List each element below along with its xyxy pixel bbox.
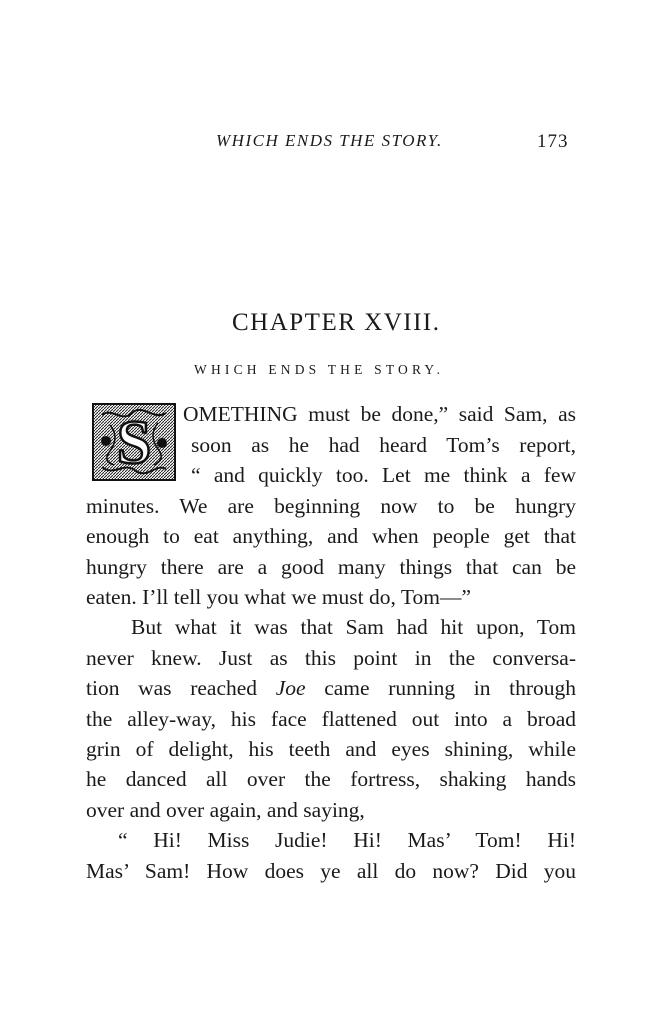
text-line: “ and quickly too. Let me think a few xyxy=(191,463,576,487)
text-line: minutes. We are beginning now to be hungry xyxy=(86,494,576,518)
text-line: over and over again, and saying, xyxy=(86,798,365,822)
text-line: But what it was that Sam had hit upon, Tom xyxy=(131,615,576,639)
text-line: OMETHING must be done,” said Sam, as xyxy=(183,402,576,426)
text-line: hungry there are a good many things that can be xyxy=(86,555,576,579)
text-line: enough to eat anything, and when people get that xyxy=(86,524,576,548)
page-number: 173 xyxy=(537,131,569,152)
drop-cap-ornament xyxy=(92,403,176,481)
italic-name: Joe xyxy=(275,676,306,700)
text-line: the alley-way, his face flattened out into a broad xyxy=(86,707,576,731)
text-line: Mas’ Sam! How does ye all do now? Did you xyxy=(86,859,576,883)
running-head: WHICH ENDS THE STORY. xyxy=(216,131,443,150)
text-line: eaten. I’ll tell you what we must do, Tom—” xyxy=(86,585,472,609)
chapter-title: CHAPTER XVIII. xyxy=(232,309,441,336)
text-line: tion was reached Joe came running in through xyxy=(86,676,576,700)
text-line: grin of delight, his teeth and eyes shining, while xyxy=(86,737,576,761)
text-line: soon as he had heard Tom’s report, xyxy=(191,433,576,457)
text-line: he danced all over the fortress, shaking hands xyxy=(86,767,576,791)
text-line: never knew. Just as this point in the conversa- xyxy=(86,646,576,670)
drop-cap-letter: S xyxy=(116,409,152,477)
text-line: “ Hi! Miss Judie! Hi! Mas’ Tom! Hi! xyxy=(118,828,576,852)
chapter-subtitle: WHICH ENDS THE STORY. xyxy=(194,362,445,377)
